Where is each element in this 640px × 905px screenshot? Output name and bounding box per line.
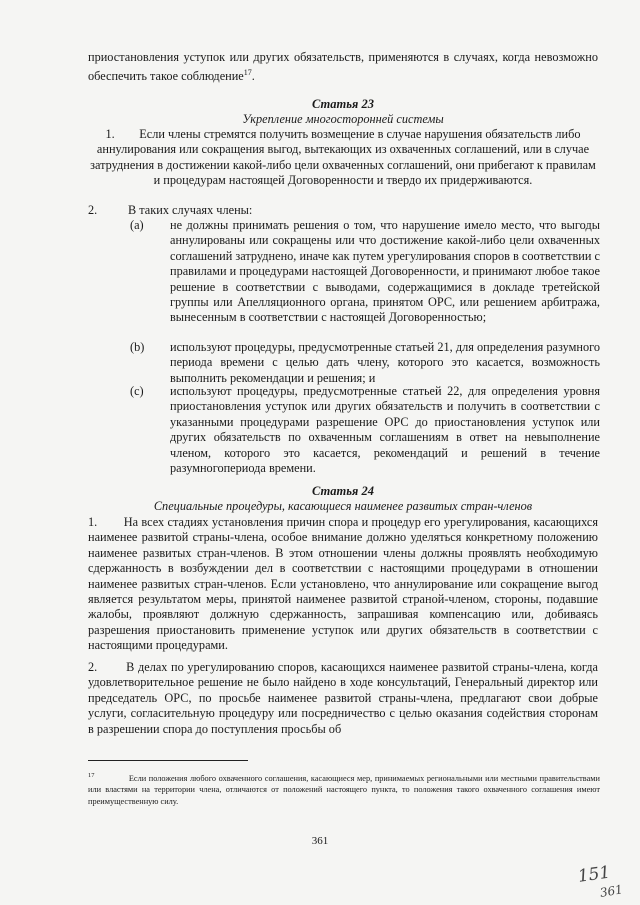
article-24-paragraph-1 [88, 515, 598, 654]
paragraph-number: 1. [88, 515, 98, 529]
page-number: 361 [311, 835, 329, 847]
paragraph-text: На всех стадиях установления причин спора и процедур его урегулирования, касающихся наименее развитой страны-члена, особое внимание должно уделяться конкретному положению наименее развитых стран-членов. В этом отношении члены должны проявлять необходимую сдержанность в возбуждении дел в соответствии с настоящими процедурами в отношении наименее развитых стран-членов. Если установлено, что аннулирование или сокращение выгод является результатом меры, принятой наименее развитой страной-членом, стороны, подавшие жалобы, проявляют должную сдержанность, запрашивая компенсацию или, добиваясь разрешения приостановить применение уступок или других обязательств в соответствии с настоящими процедурами. [88, 515, 599, 653]
paragraph-number: 1. [105, 127, 115, 141]
intro-paragraph: приостановления уступок или других обязательств, применяются в случаях, когда невозможно обеспечить такое соблюдение$^{17}$. [88, 50, 598, 84]
paragraph-text: Если члены стремятся получить возмещение в случае нарушения обязательств либо аннулирования или сокращения выгод, вытекающих из охваченных соглашений, или в случае затруднения в достижении какой-либо цели охваченных соглашений, они прибегают к правилам и процедурам настоящей Договоренности и твердо их придерживаются. [90, 127, 596, 188]
handwritten-annotation [572, 862, 632, 900]
footnote-number: 17 [88, 772, 95, 779]
footnote [88, 770, 600, 807]
handwriting-line-2: 361 [598, 882, 624, 900]
paragraph-number: 2. [88, 203, 98, 217]
paragraph-text: В делах по урегулированию споров, касающихся наименее развитой страны-члена, когда удовлетворительное решение не было найдено в ходе консультаций, Генеральный директор или председатель ОРС, по просьбе наименее развитой страны-члена, предлагают свои добрые услуги, согласительную процедуру или посредничество с целью оказания содействия сторонам в разрешении спора до поступления просьбы об [88, 660, 599, 736]
list-item-a: (a) не должны принимать решения о том, что нарушение имело место, что выгоды аннулированы или сокращены или что достижение какой-либо цели охваченных соглашений затруднено, иначе как путем урегулирования споров в соответствии с правилами и процедурами настоящей Договоренности, и принимают любое такое решение в соответствии с выводами, содержащимися в докладе третейской группы или Апелляционного органа, принятом ОРС, или решением арбитража, вынесенным в соответствии с настоящей Договоренностью; [130, 218, 600, 325]
list-item-c: (c) используют процедуры, предусмотренные статьей 22, для определения уровня приостановления уступок или других обязательств и получить в соответствии с указанными процедурами разрешение ОРС до приостановления уступок или других обязательств по охваченным соглашениям в ответ на невыполнение членом, которого это касается, рекомендаций и решений в течение разумногопериода времени. [130, 384, 600, 476]
article-23-subtitle: Укрепление многосторонней системы [242, 112, 444, 126]
article-23-paragraph-1 [88, 127, 598, 189]
handwriting-line-1: 151 [576, 862, 612, 887]
paragraph-lead: В таких случаях члены: [128, 203, 253, 217]
paragraph-number: 2. [88, 660, 98, 674]
footnote-ref: 17 [243, 68, 252, 78]
article-24-subtitle: Специальные процедуры, касающиеся наименее развитых стран-членов [153, 499, 533, 513]
article-24-paragraph-2 [88, 660, 598, 737]
article-23-title: Статья 23 [312, 97, 374, 111]
list-item-b: (b) используют процедуры, предусмотренные статьей 21, для определения разумного периода времени с целью дать члену, которого это касается, возможность выполнить рекомендации и решения; и [130, 340, 600, 385]
article-24-title: Статья 24 [312, 484, 374, 498]
article-23-paragraph-2 [88, 203, 598, 219]
footnote-separator [88, 760, 248, 761]
footnote-text: Если положения любого охваченного соглашения, касающиеся мер, принимаемых региональными или местными правительствами или властями на территории члена, отличаются от положений настоящего пункта, то положения такого охваченного соглашения имеют преимущественную силу. [88, 773, 600, 806]
